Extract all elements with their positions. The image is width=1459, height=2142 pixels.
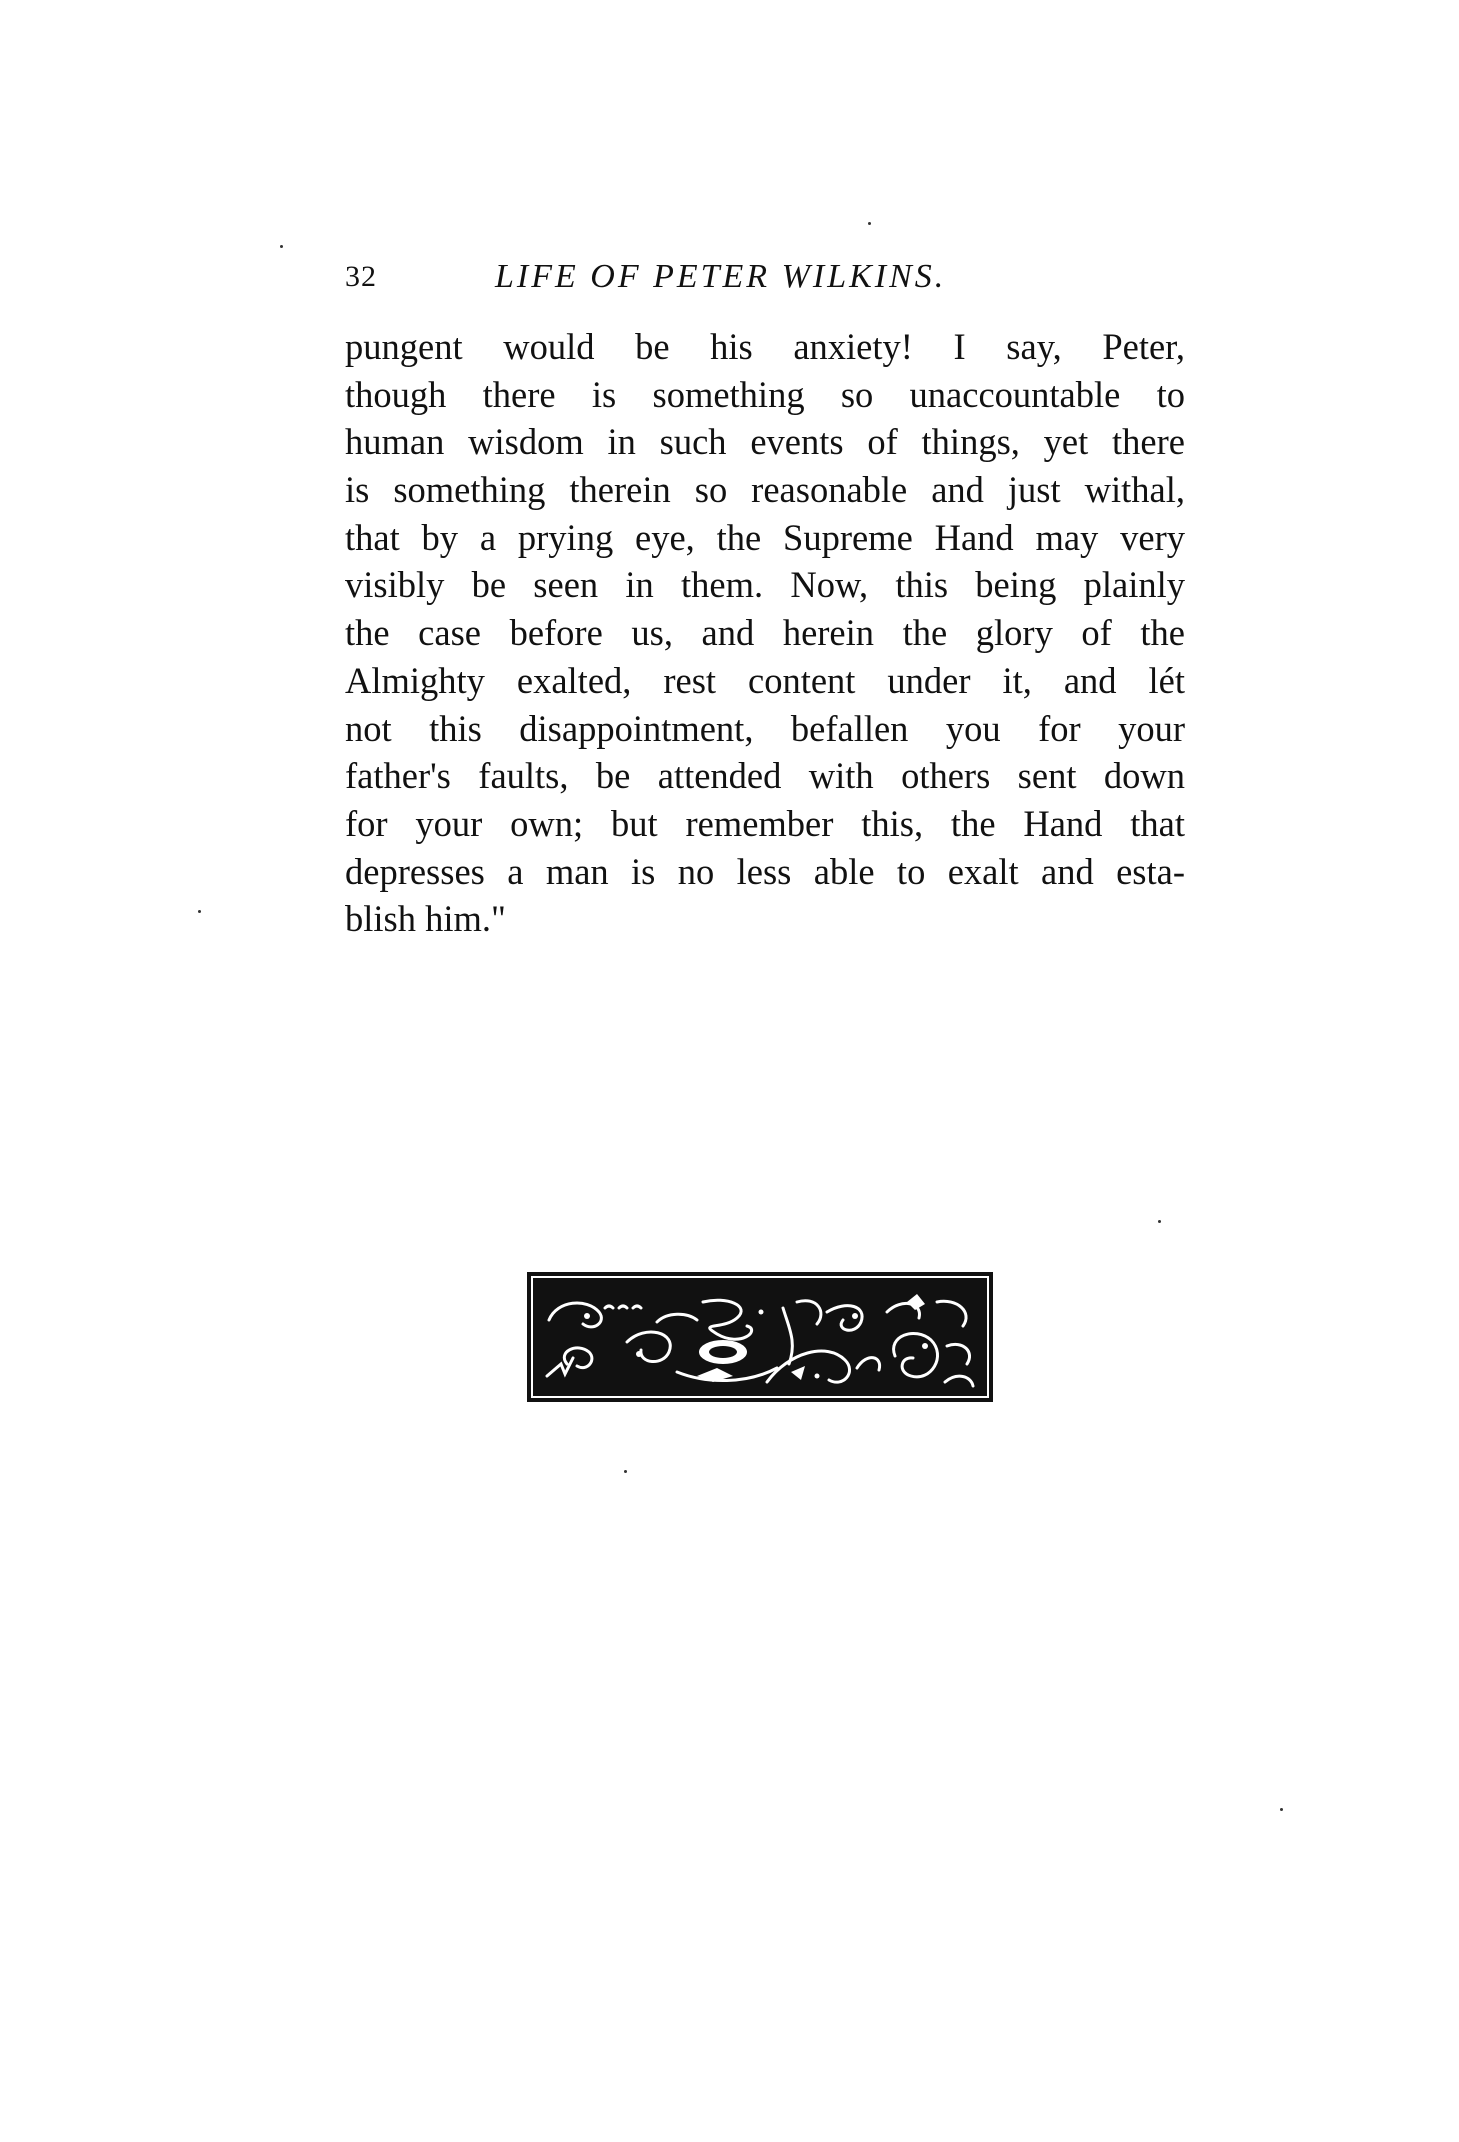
text-line: Almighty exalted, rest content under it, and lét — [345, 659, 1185, 701]
paper-speck — [624, 1470, 627, 1473]
running-title: LIFE OF PETER WILKINS. — [495, 258, 947, 295]
text-line: visibly be seen in them. Now, this being plainly — [345, 564, 1185, 606]
page-number: 32 — [345, 260, 377, 293]
running-head — [345, 252, 1185, 302]
text-line: depresses a man is no less able to exalt and esta- — [345, 850, 1185, 892]
paper-speck — [1280, 1808, 1283, 1811]
paper-speck — [198, 910, 201, 913]
decorative-tailpiece-icon — [527, 1272, 993, 1402]
paper-speck — [868, 222, 871, 225]
text-line: though there is something so unaccountable to — [345, 373, 1185, 415]
text-line: human wisdom in such events of things, yet there — [345, 421, 1185, 463]
text-line: that by a prying eye, the Supreme Hand may very — [345, 516, 1185, 558]
text-line: pungent would be his anxiety! I say, Peter, — [345, 326, 1185, 367]
text-line: not this disappointment, befallen you for your — [345, 707, 1185, 749]
text-line: blish him." — [345, 898, 506, 940]
text-line: for your own; but remember this, the Hand that — [345, 802, 1185, 844]
text-line: father's faults, be attended with others sent down — [345, 755, 1185, 797]
body-text — [345, 323, 1185, 943]
paper-speck — [1158, 1220, 1161, 1223]
text-line: the case before us, and herein the glory of the — [345, 612, 1185, 654]
text-line: is something therein so reasonable and just withal, — [345, 469, 1185, 511]
paper-speck — [280, 245, 283, 248]
